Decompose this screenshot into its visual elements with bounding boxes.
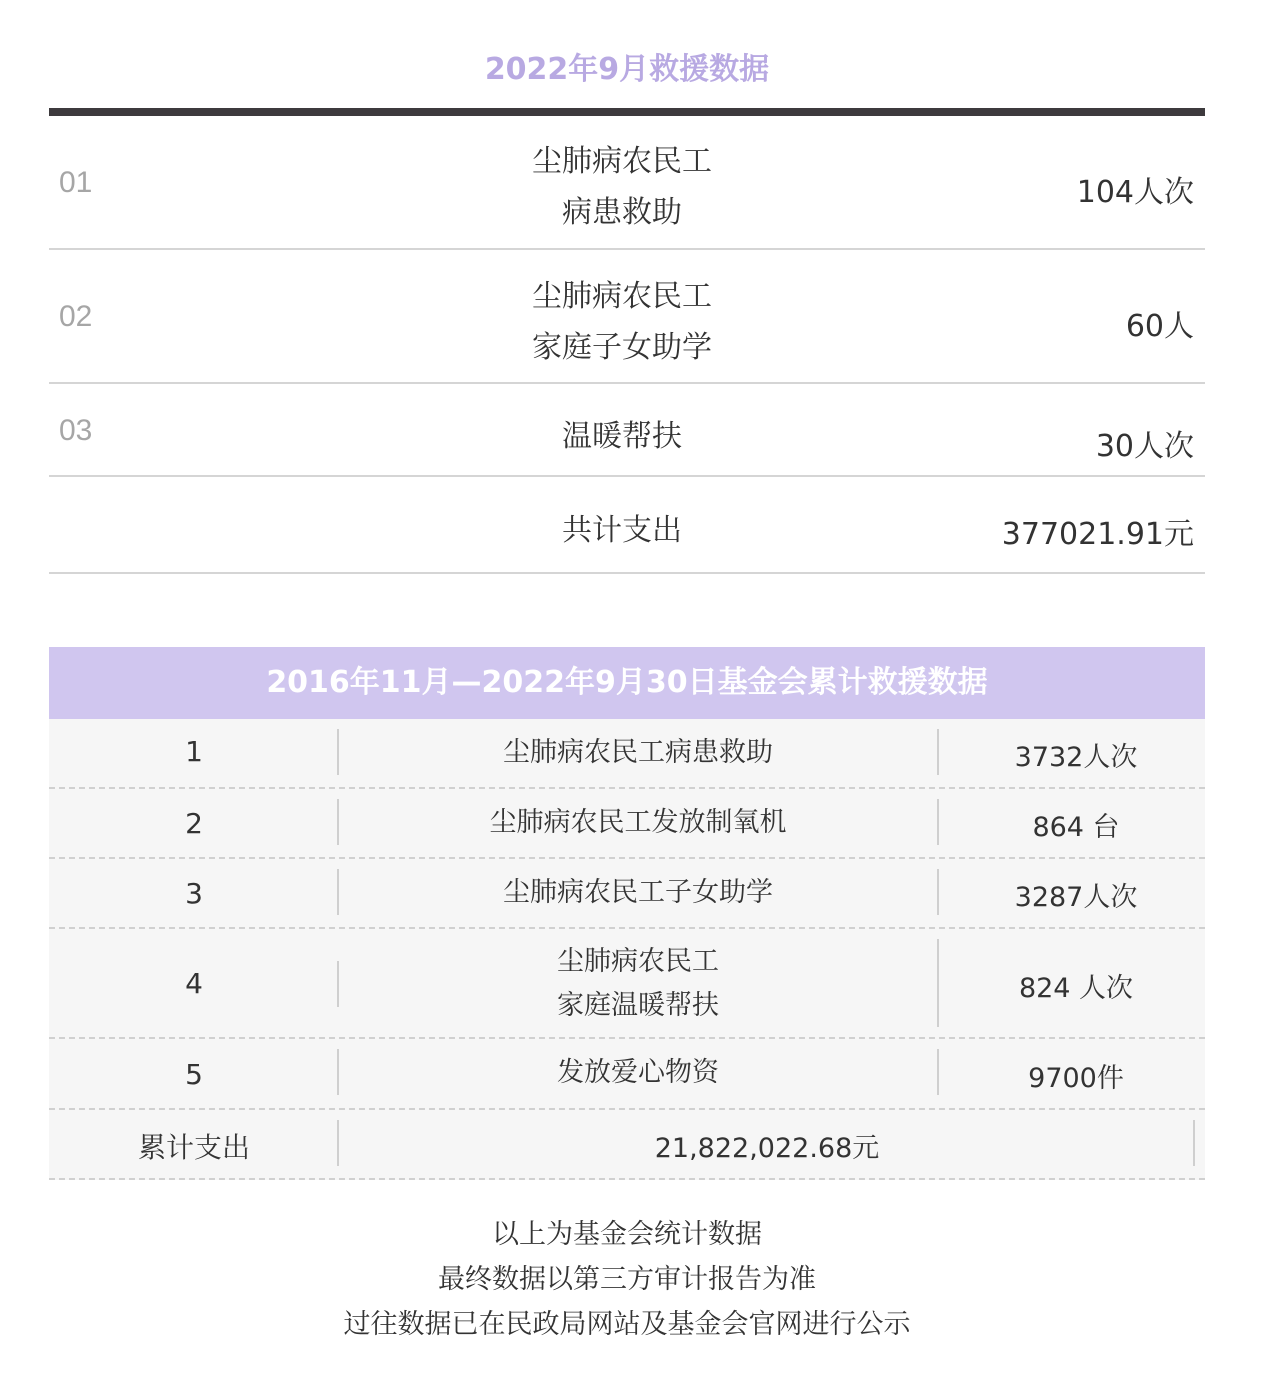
row-value: 824 人次	[1018, 973, 1134, 1004]
cumulative-title: 2016年11月—2022年9月30日基金会累计救援数据	[49, 647, 1205, 719]
row-number: 02	[59, 300, 93, 333]
monthly-total-row	[49, 477, 1205, 574]
footer-line: 以上为基金会统计数据	[492, 1219, 762, 1250]
column-divider	[1193, 1120, 1195, 1166]
row-number: 5	[185, 1058, 203, 1091]
row-label	[49, 411, 1195, 462]
row-value: 3287人次	[1014, 882, 1138, 913]
row-label-line: 家庭温暖帮扶	[557, 990, 719, 1021]
row-number: 3	[185, 877, 203, 910]
monthly-table	[49, 116, 1205, 574]
row-value: 30人次	[1095, 429, 1194, 464]
row-label-line: 病患救助	[562, 195, 682, 230]
row-value: 3732人次	[1014, 742, 1138, 773]
monthly-title: 2022年9月救援数据	[484, 52, 770, 87]
cumulative-total-row	[49, 1110, 1205, 1180]
footer-notes	[0, 1212, 1254, 1347]
footer-line: 最终数据以第三方审计报告为准	[438, 1264, 816, 1295]
row-number: 03	[59, 414, 93, 447]
row-label-line: 家庭子女助学	[532, 330, 712, 365]
row-label-line: 温暖帮扶	[562, 419, 682, 454]
monthly-row	[49, 116, 1205, 250]
row-label	[339, 801, 937, 845]
cumulative-row	[49, 929, 1205, 1039]
monthly-row	[49, 250, 1205, 384]
row-label-line: 尘肺病农民工发放制氧机	[489, 807, 787, 838]
row-label-line: 尘肺病农民工子女助学	[503, 877, 773, 908]
row-label	[49, 136, 1195, 238]
footer-line: 过往数据已在民政局网站及基金会官网进行公示	[343, 1309, 911, 1340]
row-label-line: 尘肺病农民工病患救助	[503, 737, 773, 768]
row-label	[339, 731, 937, 775]
cumulative-row	[49, 789, 1205, 859]
row-label	[49, 271, 1195, 373]
monthly-row	[49, 384, 1205, 477]
total-value: 377021.91元	[1001, 517, 1194, 552]
row-number: 1	[185, 735, 203, 768]
row-label-line: 尘肺病农民工	[532, 144, 712, 179]
row-label	[339, 940, 937, 1028]
row-number: 4	[185, 967, 203, 1000]
row-value: 864 台	[1032, 812, 1120, 843]
row-value: 104人次	[1076, 175, 1194, 210]
row-label-line: 尘肺病农民工	[557, 946, 719, 977]
total-label: 累计支出	[137, 1131, 250, 1164]
row-label	[339, 1051, 937, 1095]
total-value: 21,822,022.68元	[654, 1133, 880, 1164]
row-number: 2	[185, 807, 203, 840]
row-value: 9700件	[1028, 1063, 1124, 1094]
row-label-line: 尘肺病农民工	[532, 279, 712, 314]
cumulative-row	[49, 859, 1205, 929]
row-label-line: 发放爱心物资	[557, 1057, 719, 1088]
total-label-text: 共计支出	[562, 513, 682, 548]
row-number: 01	[59, 166, 93, 199]
cumulative-row	[49, 1039, 1205, 1110]
title-divider	[49, 108, 1205, 116]
cumulative-row	[49, 719, 1205, 789]
row-label	[339, 871, 937, 915]
cumulative-table	[49, 719, 1205, 1180]
row-value: 60人	[1125, 309, 1194, 344]
